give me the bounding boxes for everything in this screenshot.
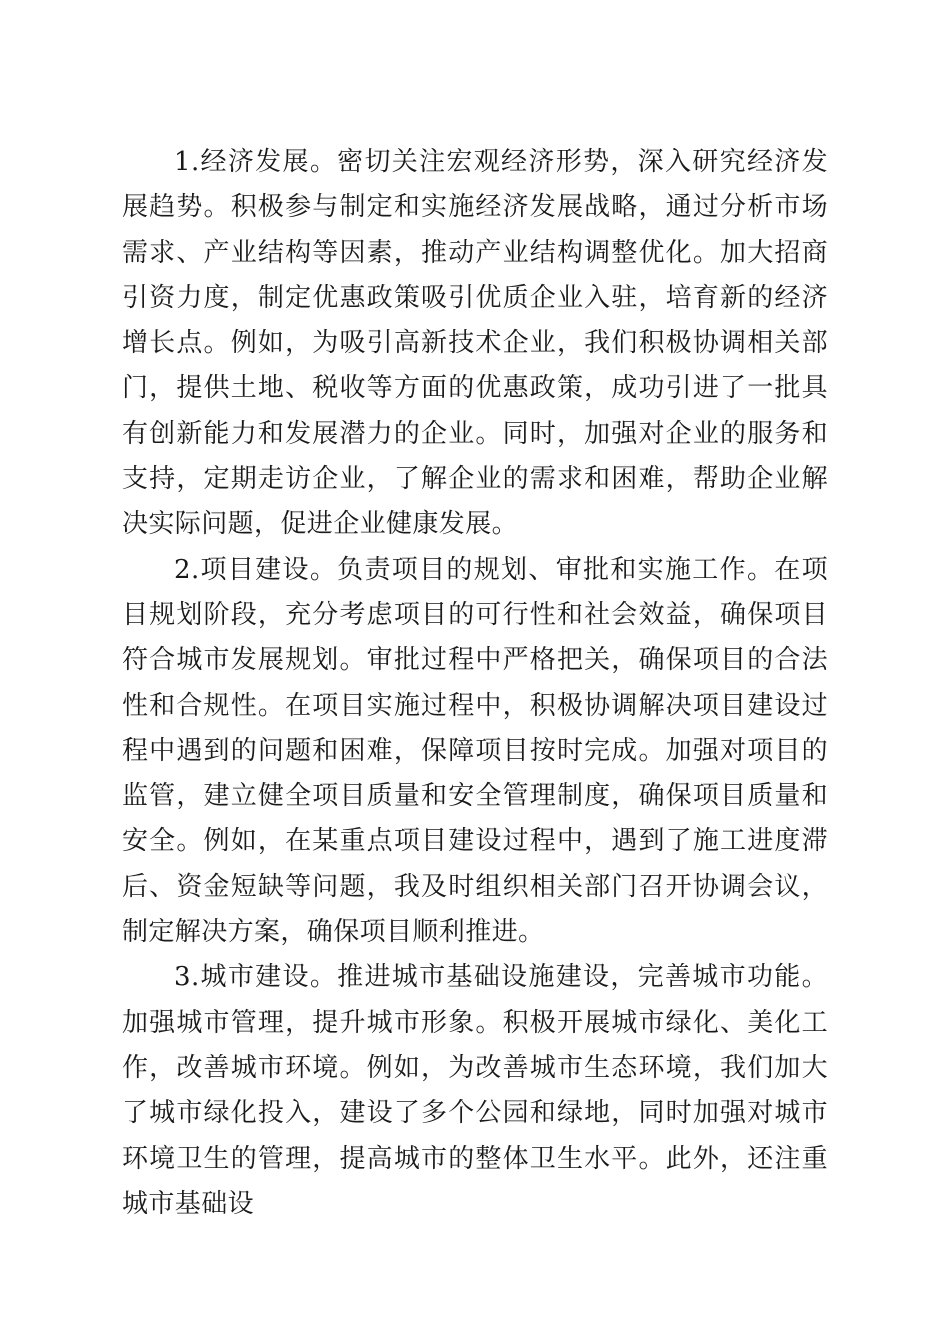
paragraph-economic-development: 1.经济发展。密切关注宏观经济形势，深入研究经济发展趋势。积极参与制定和实施经济发展战略，通过分析市场需求、产业结构等因素，推动产业结构调整优化。加大招商引资力度，制定优惠政策吸引优质企业入驻，培育新的经济增长点。例如，为吸引高新技术企业，我们积极协调相关部门，提供土地、税收等方面的优惠政策，成功引进了一批具有创新能力和发展潜力的企业。同时，加强对企业的服务和支持，定期走访企业，了解企业的需求和困难，帮助企业解决实际问题，促进企业健康发展。 bbox=[122, 147, 828, 540]
paragraph-urban-construction: 3.城市建设。推进城市基础设施建设，完善城市功能。加强城市管理，提升城市形象。积极开展城市绿化、美化工作，改善城市环境。例如，为改善城市生态环境，我们加大了城市绿化投入，建设了多个公园和绿地，同时加强对城市环境卫生的管理，提高城市的整体卫生水平。此外，还注重城市基础设 bbox=[122, 962, 828, 1219]
paragraph-project-construction: 2.项目建设。负责项目的规划、审批和实施工作。在项目规划阶段，充分考虑项目的可行性和社会效益，确保项目符合城市发展规划。审批过程中严格把关，确保项目的合法性和合规性。在项目实施过程中，积极协调解决项目建设过程中遇到的问题和困难，保障项目按时完成。加强对项目的监管，建立健全项目质量和安全管理制度，确保项目质量和安全。例如，在某重点项目建设过程中，遇到了施工进度滞后、资金短缺等问题，我及时组织相关部门召开协调会议，制定解决方案，确保项目顺利推进。 bbox=[122, 554, 828, 948]
document-body bbox=[122, 140, 828, 1227]
